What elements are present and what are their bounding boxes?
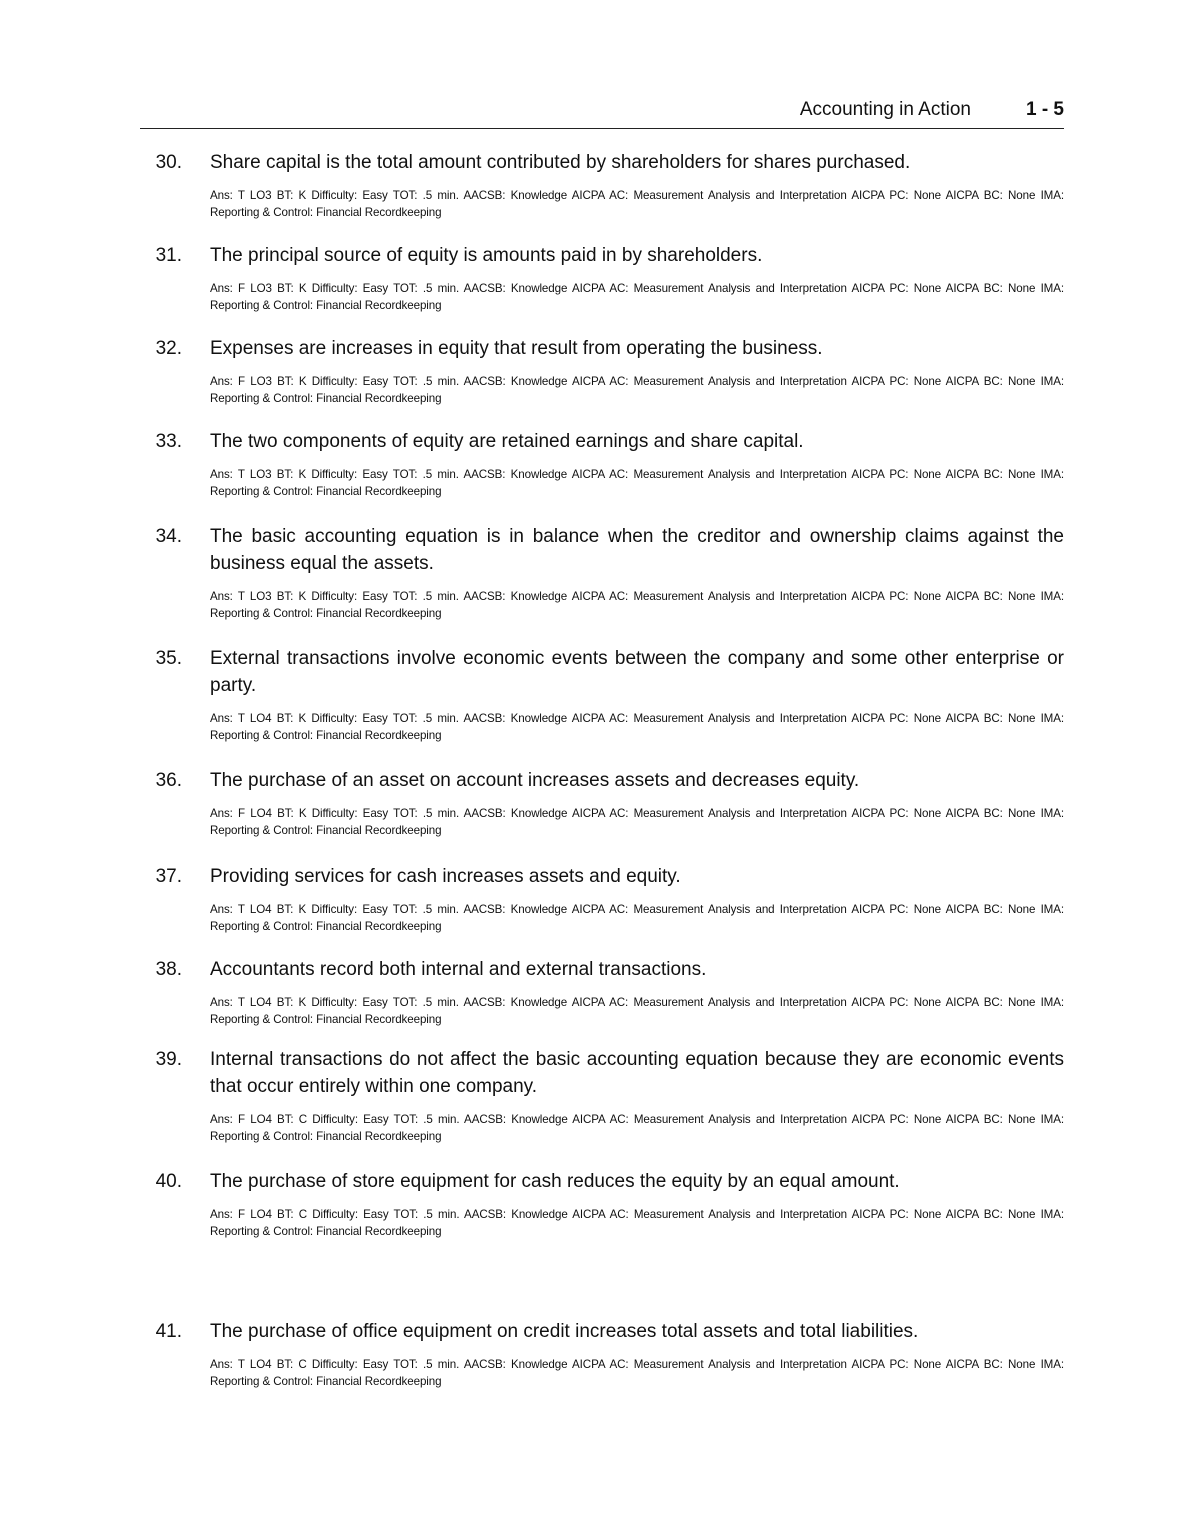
question-item [140,1046,1064,1145]
question-number: 31. [155,245,182,266]
question-metadata: Ans: F LO4 BT: K Difficulty: Easy TOT: .5 min. AACSB: Knowledge AICPA AC: Measurement Analysis and Interpretation AICPA PC: None AICPA BC: None IMA: Reporting & Control: Financial Recordkeeping [210,807,1064,837]
question-number: 36. [155,770,182,791]
question-item [140,149,1064,221]
question-number: 35. [155,648,182,669]
question-text: Providing services for cash increases assets and equity. [210,866,681,887]
question-metadata: Ans: F LO4 BT: C Difficulty: Easy TOT: .5 min. AACSB: Knowledge AICPA AC: Measurement Analysis and Interpretation AICPA PC: None AICPA BC: None IMA: Reporting & Control: Financial Recordkeeping [210,1113,1064,1143]
question-item [140,335,1064,407]
question-number: 38. [155,959,182,980]
question-text: The purchase of store equipment for cash reduces the equity by an equal amount. [210,1171,900,1192]
chapter-title: Accounting in Action [799,99,971,120]
question-metadata: Ans: T LO3 BT: K Difficulty: Easy TOT: .5 min. AACSB: Knowledge AICPA AC: Measurement Analysis and Interpretation AICPA PC: None AICPA BC: None IMA: Reporting & Control: Financial Recordkeeping [210,189,1064,219]
question-number: 39. [155,1049,182,1070]
question-item [140,767,1064,839]
question-number: 41. [155,1321,182,1342]
question-item [140,1168,1064,1240]
question-number: 34. [155,526,182,547]
question-text: External transactions involve economic events between the company and some other enterprise or party. [210,648,1064,696]
question-number: 37. [155,866,182,887]
question-text: Share capital is the total amount contributed by shareholders for shares purchased. [210,152,911,173]
question-item [140,956,1064,1028]
question-metadata: Ans: T LO4 BT: C Difficulty: Easy TOT: .5 min. AACSB: Knowledge AICPA AC: Measurement Analysis and Interpretation AICPA PC: None AICPA BC: None IMA: Reporting & Control: Financial Recordkeeping [210,1358,1064,1388]
question-text: Internal transactions do not affect the basic accounting equation because they are economic events that occur entirely within one company. [210,1049,1064,1097]
question-metadata: Ans: T LO4 BT: K Difficulty: Easy TOT: .5 min. AACSB: Knowledge AICPA AC: Measurement Analysis and Interpretation AICPA PC: None AICPA BC: None IMA: Reporting & Control: Financial Recordkeeping [210,996,1064,1026]
question-item [140,863,1064,935]
question-number: 33. [155,431,182,452]
question-metadata: Ans: T LO3 BT: K Difficulty: Easy TOT: .5 min. AACSB: Knowledge AICPA AC: Measurement Analysis and Interpretation AICPA PC: None AICPA BC: None IMA: Reporting & Control: Financial Recordkeeping [210,468,1064,498]
question-item [140,242,1064,314]
page-header [140,98,1064,129]
page-number: 1 - 5 [1025,99,1064,120]
question-text: The principal source of equity is amounts paid in by shareholders. [210,245,763,266]
question-metadata: Ans: T LO4 BT: K Difficulty: Easy TOT: .5 min. AACSB: Knowledge AICPA AC: Measurement Analysis and Interpretation AICPA PC: None AICPA BC: None IMA: Reporting & Control: Financial Recordkeeping [210,903,1064,933]
question-item [140,428,1064,500]
question-item [140,523,1064,622]
question-text: The basic accounting equation is in balance when the creditor and ownership claims against the business equal the assets. [210,526,1064,574]
question-text: Accountants record both internal and external transactions. [210,959,707,980]
question-metadata: Ans: F LO3 BT: K Difficulty: Easy TOT: .5 min. AACSB: Knowledge AICPA AC: Measurement Analysis and Interpretation AICPA PC: None AICPA BC: None IMA: Reporting & Control: Financial Recordkeeping [210,375,1064,405]
question-metadata: Ans: T LO4 BT: K Difficulty: Easy TOT: .5 min. AACSB: Knowledge AICPA AC: Measurement Analysis and Interpretation AICPA PC: None AICPA BC: None IMA: Reporting & Control: Financial Recordkeeping [210,712,1064,742]
question-number: 32. [155,338,182,359]
question-number: 40. [155,1171,182,1192]
question-metadata: Ans: F LO4 BT: C Difficulty: Easy TOT: .5 min. AACSB: Knowledge AICPA AC: Measurement Analysis and Interpretation AICPA PC: None AICPA BC: None IMA: Reporting & Control: Financial Recordkeeping [210,1208,1064,1238]
question-item [140,1318,1064,1390]
question-text: The purchase of office equipment on credit increases total assets and total liabilities. [210,1321,919,1342]
question-number: 30. [155,152,182,173]
question-text: Expenses are increases in equity that result from operating the business. [210,338,823,359]
question-metadata: Ans: T LO3 BT: K Difficulty: Easy TOT: .5 min. AACSB: Knowledge AICPA AC: Measurement Analysis and Interpretation AICPA PC: None AICPA BC: None IMA: Reporting & Control: Financial Recordkeeping [210,590,1064,620]
question-item [140,645,1064,744]
question-text: The two components of equity are retained earnings and share capital. [210,431,804,452]
question-text: The purchase of an asset on account increases assets and decreases equity. [210,770,860,791]
question-metadata: Ans: F LO3 BT: K Difficulty: Easy TOT: .5 min. AACSB: Knowledge AICPA AC: Measurement Analysis and Interpretation AICPA PC: None AICPA BC: None IMA: Reporting & Control: Financial Recordkeeping [210,282,1064,312]
